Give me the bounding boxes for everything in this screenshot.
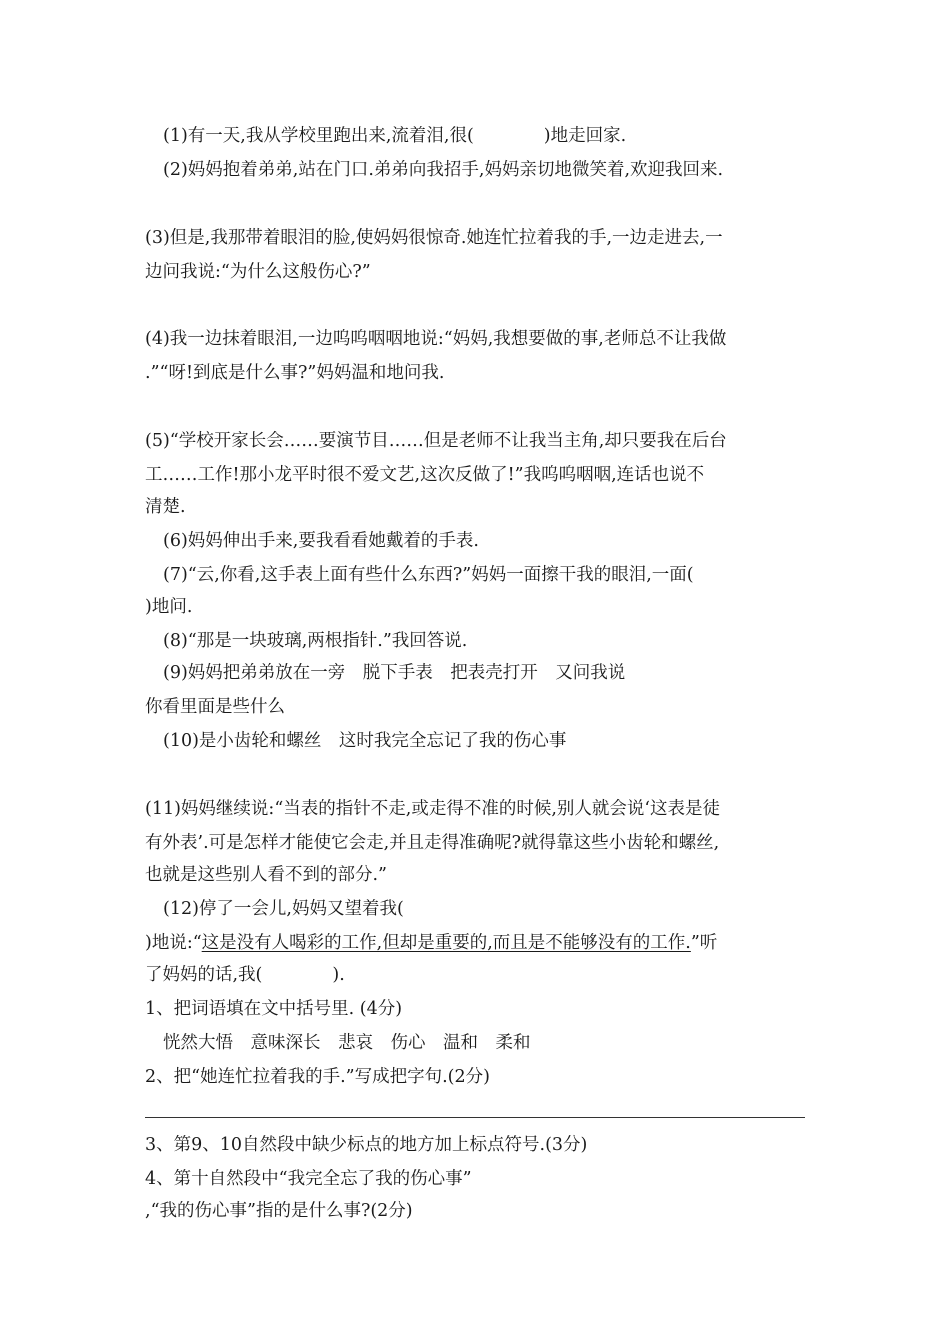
- para-7-line-1: (7)“云,你看,这手表上面有些什么东西?”妈妈一面擦干我的眼泪,一面(: [163, 565, 694, 585]
- para-10-line: (10)是小齿轮和螺丝 这时我完全忘记了我的伤心事: [163, 731, 567, 751]
- question-3: 3、第9、10自然段中缺少标点的地方加上标点符号.(3分): [145, 1135, 588, 1155]
- para-12-before: )地说:“: [145, 933, 202, 953]
- answer-line: [145, 1117, 805, 1118]
- para-2-line: (2)妈妈抱着弟弟,站在门口.弟弟向我招手,妈妈亲切地微笑着,欢迎我回来.: [163, 160, 724, 180]
- para-1-line: (1)有一天,我从学校里跑出来,流着泪,很( )地走回家.: [163, 126, 627, 146]
- para-3-line-2: 边问我说:“为什么这般伤心?”: [145, 262, 371, 282]
- para-12-after: ”听: [690, 933, 718, 953]
- para-11-line-1: (11)妈妈继续说:“当表的指针不走,或走得不准的时候,别人就会说‘这表是徒: [145, 799, 720, 819]
- para-11-line-2: 有外表’.可是怎样才能使它会走,并且走得准确呢?就得靠这些小齿轮和螺丝,: [145, 833, 720, 853]
- para-5-line-2: 工……工作!那小龙平时很不爱文艺,这次反做了!”我呜呜咽咽,连话也说不: [145, 465, 705, 485]
- para-6-line: (6)妈妈伸出手来,要我看看她戴着的手表.: [163, 531, 479, 551]
- para-8-line: (8)“那是一块玻璃,两根指针.”我回答说.: [163, 631, 468, 651]
- underlined-sentence: 这是没有人喝彩的工作,但却是重要的,而且是不能够没有的工作.: [201, 933, 691, 953]
- para-5-line-1: (5)“学校开家长会……要演节目……但是老师不让我当主角,却只要我在后台: [145, 431, 727, 451]
- question-4-line-2: ,“我的伤心事”指的是什么事?(2分): [145, 1201, 413, 1221]
- para-9-line-1: (9)妈妈把弟弟放在一旁 脱下手表 把表壳打开 又问我说: [163, 663, 626, 683]
- para-12-line-1: (12)停了一会儿,妈妈又望着我(: [163, 899, 404, 919]
- para-5-line-3: 清楚.: [145, 497, 186, 517]
- para-3-line-1: (3)但是,我那带着眼泪的脸,使妈妈很惊奇.她连忙拉着我的手,一边走进去,一: [145, 228, 723, 248]
- question-1: 1、把词语填在文中括号里. (4分): [145, 999, 403, 1019]
- para-4-line-2: .”“呀!到底是什么事?”妈妈温和地问我.: [145, 363, 445, 383]
- question-2: 2、把“她连忙拉着我的手.”写成把字句.(2分): [145, 1067, 490, 1087]
- para-12-line-3: 了妈妈的话,我( ).: [145, 965, 345, 985]
- para-9-line-2: 你看里面是些什么: [145, 697, 285, 717]
- word-bank: 恍然大悟 意味深长 悲哀 伤心 温和 柔和: [163, 1033, 531, 1053]
- para-11-line-3: 也就是这些别人看不到的部分.”: [145, 865, 388, 885]
- question-4-line-1: 4、第十自然段中“我完全忘了我的伤心事”: [145, 1169, 472, 1189]
- para-7-line-2: )地问.: [145, 597, 193, 617]
- para-12-line-2: [145, 931, 815, 955]
- para-4-line-1: (4)我一边抹着眼泪,一边呜呜咽咽地说:“妈妈,我想要做的事,老师总不让我做: [145, 329, 727, 349]
